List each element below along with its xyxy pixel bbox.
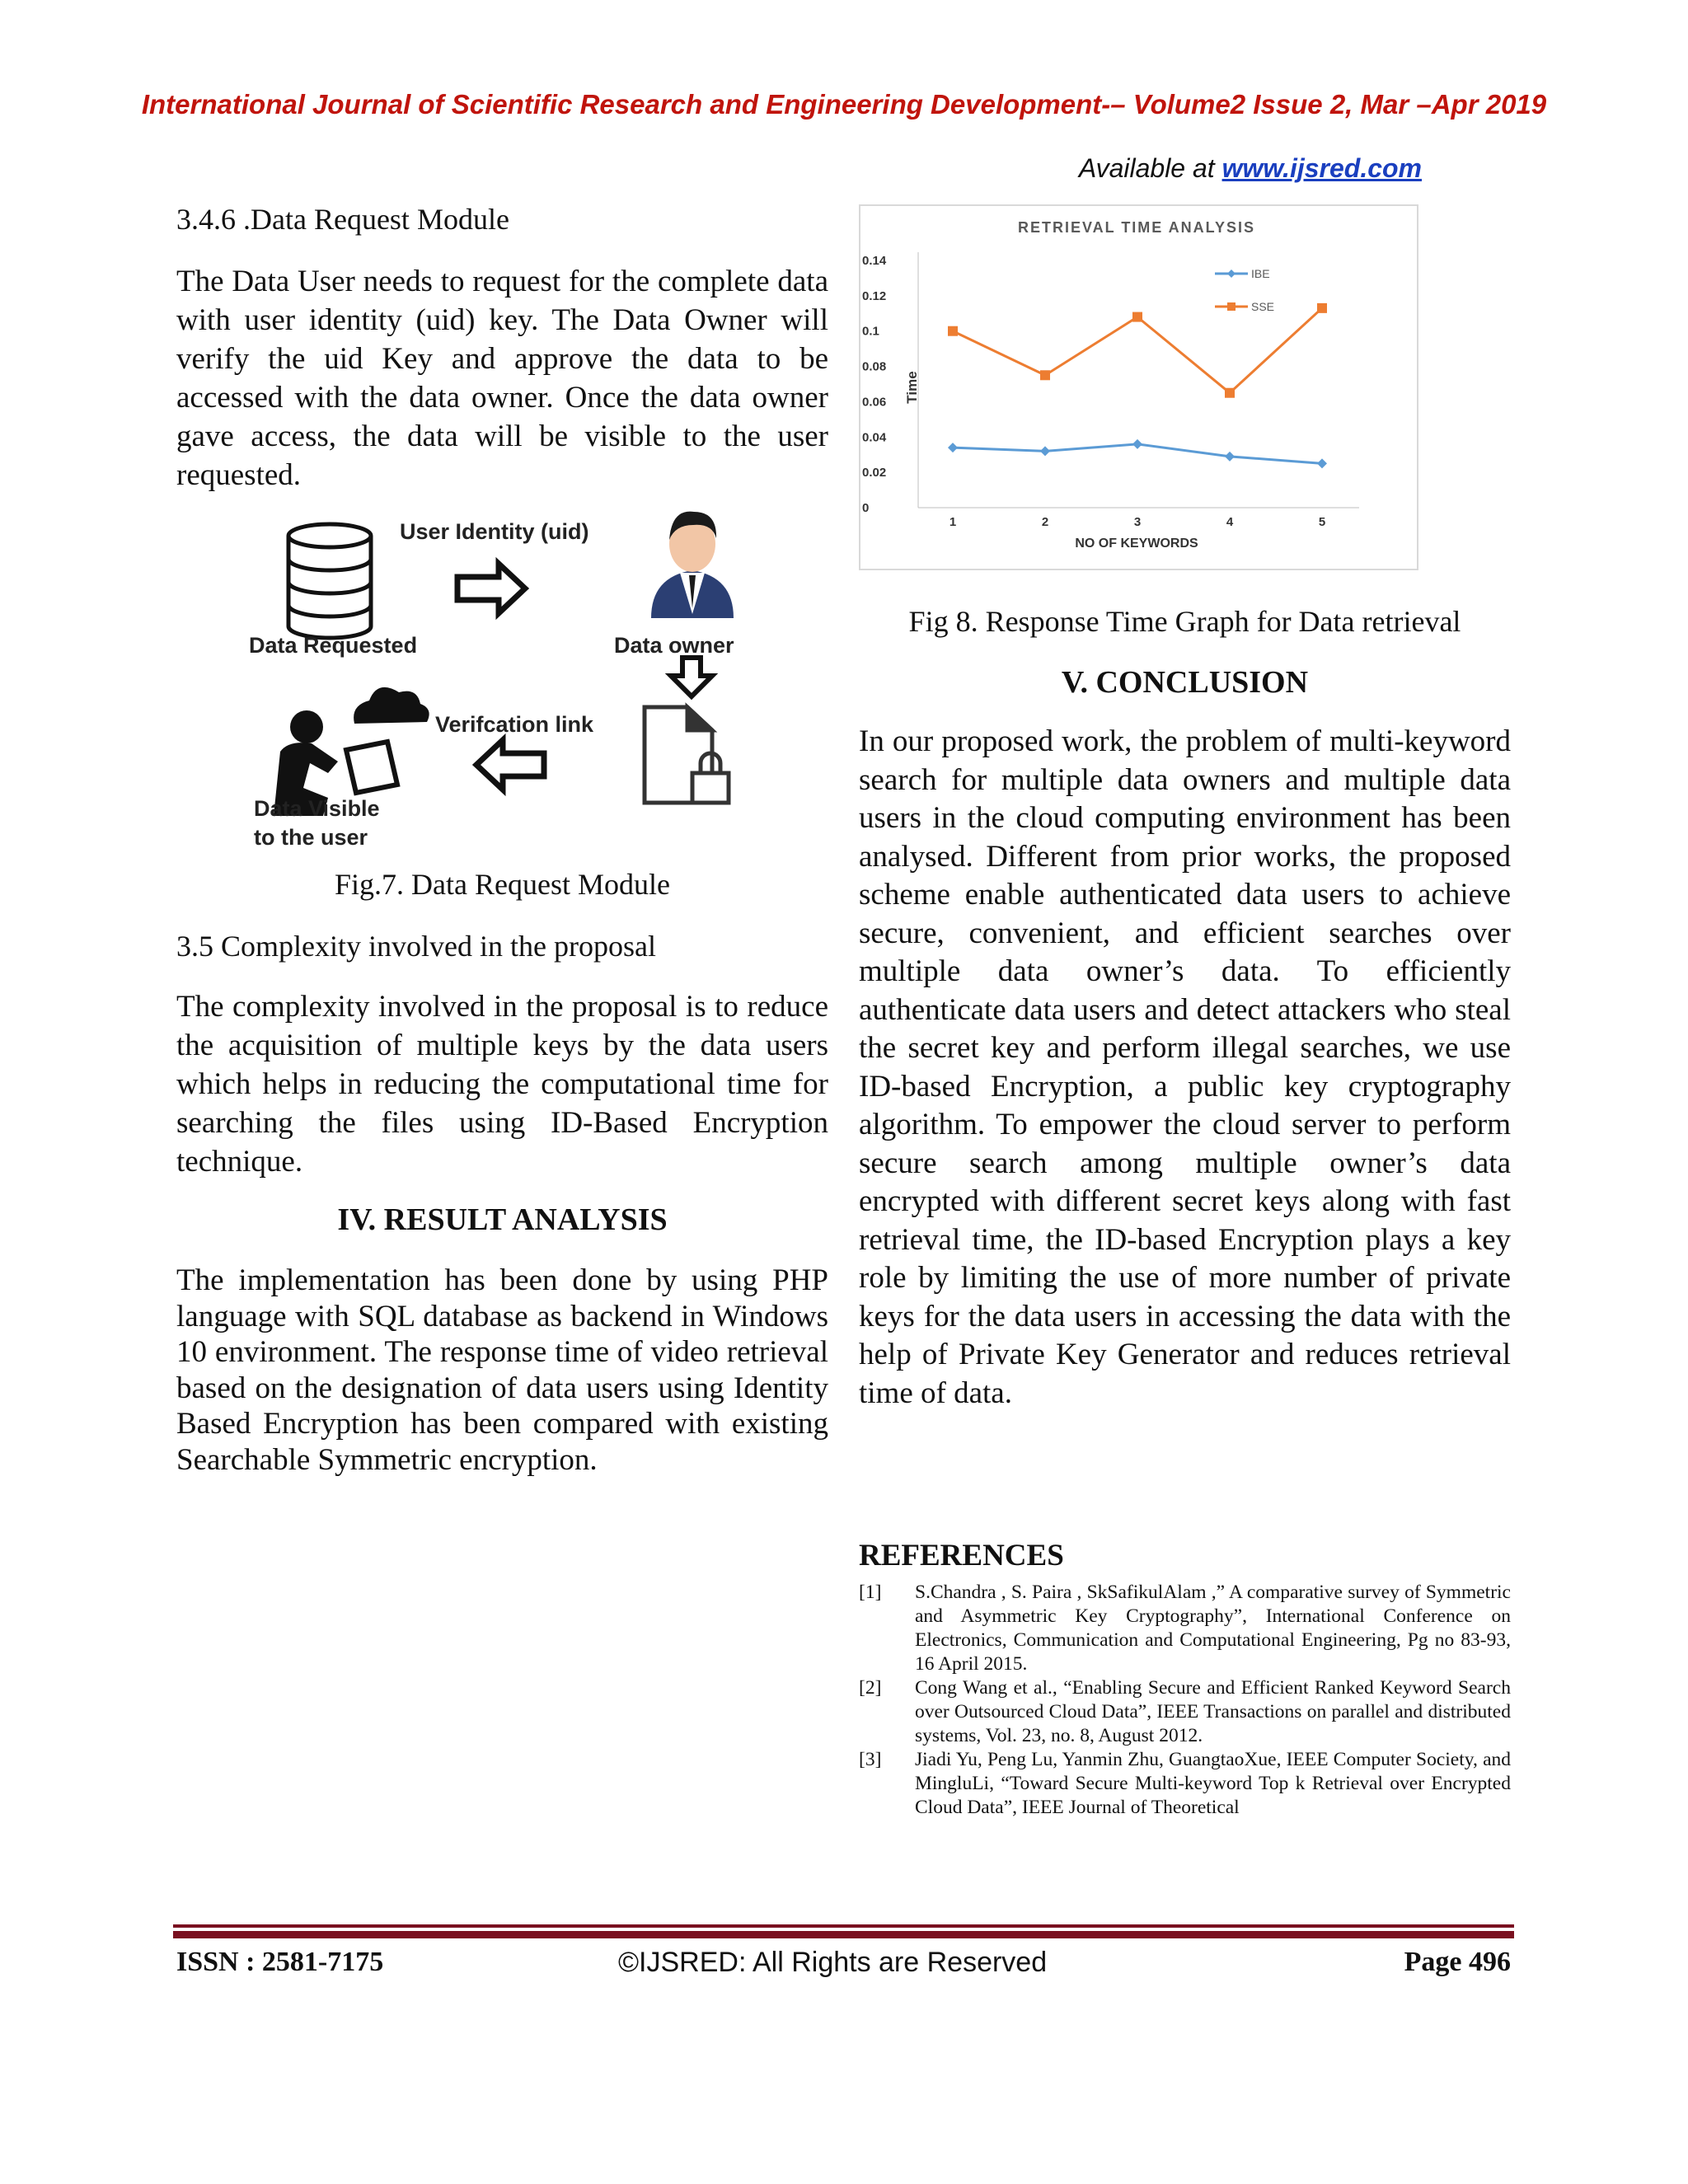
chart-point-sse [1317, 303, 1327, 313]
section-v-heading: V. CONCLUSION [1061, 665, 1309, 700]
database-icon [288, 524, 371, 638]
fig8-caption: Fig 8. Response Time Graph for Data retrieval [908, 605, 1461, 638]
section-3-4-6-body: The Data User needs to request for the complete data with user identity (uid) key. The Data Owner will verify the uid Key and approve the data to be accessed with the data owner. Once the data owner gave access, the data will be visible to the user requested. [176, 265, 828, 492]
chart-y-tick-labels [862, 254, 887, 515]
journal-website-link[interactable]: www.ijsred.com [1221, 153, 1422, 183]
legend-label: IBE [1251, 267, 1270, 280]
label-data-visible-1: Data Visible [254, 796, 380, 821]
locked-file-icon [645, 707, 729, 803]
section-iv-body: The implementation has been done by using PHP language with SQL database as backend in Windows 10 environment. The response time of video retrieval based on the designation of data users using Identity Based Encryption has been compared with existing Searchable Symmetric encryption. [176, 1263, 828, 1477]
fig7-diagram [231, 511, 767, 857]
journal-header: International Journal of Scientific Research and Engineering Development-– Volume2 Issue 2, Mar –Apr 2019 [141, 89, 1547, 120]
fig8-retrieval-time-chart [860, 206, 1417, 569]
legend-label: SSE [1251, 300, 1275, 313]
availability-line [989, 153, 1422, 184]
chart-point-ibe [1317, 458, 1327, 468]
label-data-owner: Data owner [614, 633, 734, 658]
data-owner-avatar-icon [651, 512, 734, 618]
footer-page-number: Page 496 [1404, 1947, 1511, 1977]
chart-legend [1215, 267, 1274, 313]
reference-text: Jiadi Yu, Peng Lu, Yanmin Zhu, GuangtaoXue, IEEE Computer Society, and MingluLi, “Toward Secure Multi-keyword Top k Retrieval over Encrypted Cloud Data”, IEEE Journal of Theoretical [915, 1749, 1511, 1818]
footer-copyright: ©IJSRED: All Rights are Reserved [618, 1947, 1048, 1978]
chart-x-tick-labels [950, 515, 1325, 529]
arrow-left-icon [476, 740, 544, 790]
section-v-body: In our proposed work, the problem of multi-keyword search for multiple data owners and multiple data users in the cloud computing environment has been analysed. Different from prior works, the proposed scheme enable authenticated data users to achieve secure, convenient, and efficient searches over multiple data owner’s data. To efficiently authenticate data users and detect attackers who steal the secret key and perform illegal searches, we use ID-based Encryption, a public key cryptography algorithm. To empower the cloud server to perform secure search among multiple owner’s data encrypted with different secret keys along with fast retrieval time, the ID-based Encryption plays a key role by limiting the use of more number of private keys for the data users in accessing the data with the help of Private Key Generator and reduces retrieval time of data. [859, 724, 1511, 1410]
chart-y-axis-label: Time [904, 371, 920, 404]
reference-number: [1] [859, 1582, 882, 1603]
legend-marker [1227, 302, 1236, 311]
chart-y-tick-label: 0 [862, 501, 870, 515]
chart-x-tick-label: 2 [1041, 515, 1049, 529]
footer-rule-thin [173, 1924, 1514, 1928]
reference-item [859, 1581, 1511, 1676]
chart-y-tick-label: 0.08 [862, 359, 887, 374]
chart-y-tick-label: 0.06 [862, 395, 887, 410]
available-prefix: Available at [1078, 153, 1222, 183]
chart-point-ibe [1132, 439, 1142, 449]
reference-text: Cong Wang et al., “Enabling Secure and Efficient Ranked Keyword Search over Outsourced Cloud Data”, IEEE Transactions on parallel and distributed systems, Vol. 23, no. 8, August 2012. [915, 1677, 1511, 1746]
fig8-chart-frame [859, 204, 1418, 570]
chart-point-sse [948, 326, 958, 336]
chart-x-tick-label: 5 [1318, 515, 1326, 529]
chart-title: RETRIEVAL TIME ANALYSIS [1017, 219, 1256, 236]
chart-point-ibe [1225, 452, 1235, 462]
chart-point-ibe [1040, 446, 1050, 456]
chart-x-axis-label: NO OF KEYWORDS [1075, 537, 1198, 551]
chart-point-sse [1225, 388, 1235, 398]
reference-number: [3] [859, 1749, 882, 1770]
chart-y-tick-label: 0.02 [862, 466, 887, 480]
section-3-5-body: The complexity involved in the proposal is to reduce the acquisition of multiple keys by the data users which helps in reducing the computational time for searching the files using ID-Based Encryption technique. [176, 990, 828, 1179]
section-iv-heading: IV. RESULT ANALYSIS [337, 1202, 668, 1237]
references-list [859, 1581, 1511, 1820]
chart-x-tick-label: 1 [949, 515, 957, 529]
chart-x-tick-label: 3 [1133, 515, 1142, 529]
reference-text: S.Chandra , S. Paira , SkSafikulAlam ,” A comparative survey of Symmetric and Asymmetric Key Cryptography”, International Conference on Electronics, Communication and Computational Engineering, Pg no 83-93, 16 April 2015. [915, 1582, 1511, 1675]
section-3-5-heading: 3.5 Complexity involved in the proposal [176, 930, 656, 963]
chart-point-sse [1132, 312, 1142, 322]
label-data-visible-2: to the user [254, 825, 368, 850]
fig7-caption: Fig.7. Data Request Module [335, 868, 670, 901]
chart-y-tick-label: 0.04 [862, 430, 887, 445]
legend-marker [1227, 269, 1236, 278]
chart-x-tick-label: 4 [1226, 515, 1234, 529]
chart-point-ibe [948, 443, 958, 452]
chart-series-group [948, 303, 1327, 469]
chart-y-tick-label: 0.1 [862, 324, 879, 339]
label-data-requested: Data Requested [249, 633, 418, 658]
reference-item [859, 1676, 1511, 1748]
section-3-4-6-heading: 3.4.6 .Data Request Module [176, 203, 509, 236]
chart-y-tick-label: 0.12 [862, 288, 887, 303]
reference-number: [2] [859, 1677, 882, 1699]
footer-issn: ISSN : 2581-7175 [176, 1947, 384, 1977]
chart-y-tick-label: 0.14 [862, 254, 887, 268]
references-heading: REFERENCES [859, 1539, 1064, 1572]
label-verification-link: Verifcation link [435, 712, 594, 737]
footer-rule-thick [173, 1931, 1514, 1938]
chart-point-sse [1040, 370, 1050, 380]
chart-axes [918, 252, 1359, 508]
arrow-down-icon [671, 658, 712, 696]
reference-item [859, 1748, 1511, 1820]
label-user-identity: User Identity (uid) [400, 519, 589, 544]
arrow-right-icon [457, 564, 525, 613]
